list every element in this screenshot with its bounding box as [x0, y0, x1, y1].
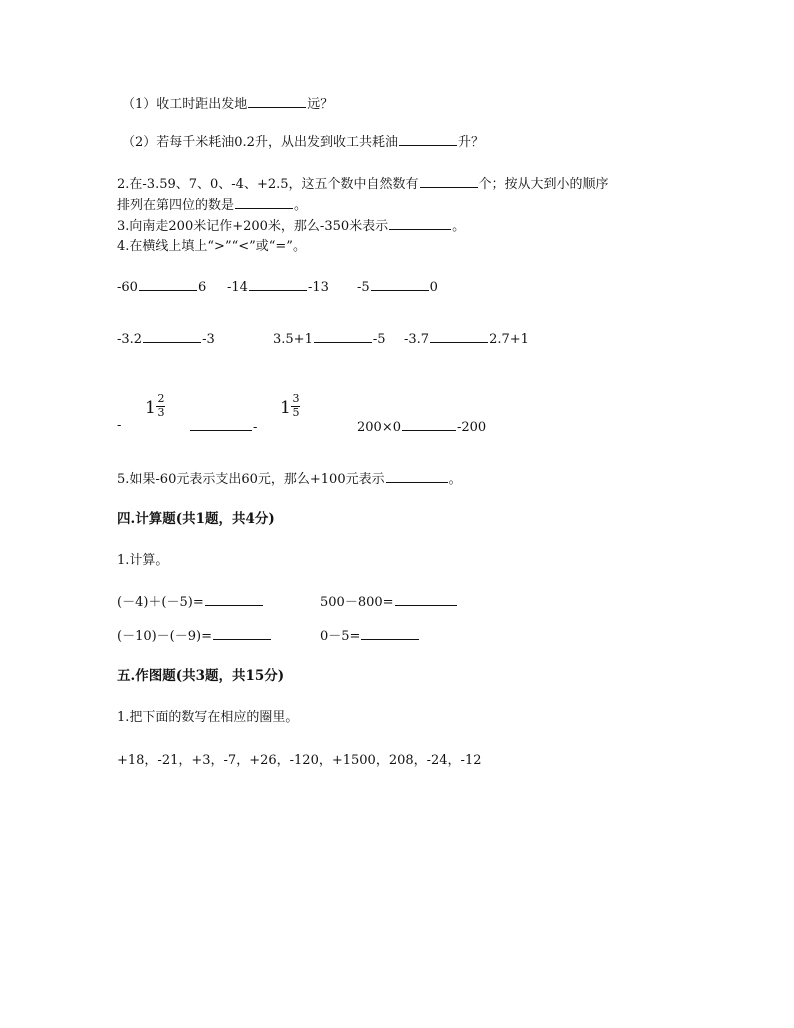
question-3	[117, 217, 465, 235]
operand: -3	[202, 332, 215, 347]
text: 2.在-3.59、7、0、-4、+2.5，这五个数中自然数有	[117, 177, 419, 192]
text: （2）若每千米耗油0.2升，从出发到收工共耗油	[122, 135, 398, 150]
operand: -200	[456, 420, 487, 435]
calc-item	[117, 627, 272, 645]
operand: 6	[197, 280, 207, 295]
answer-blank[interactable]	[248, 95, 306, 108]
section-heading: 四.计算题(共1题，共4分)	[117, 511, 275, 527]
number-list: +18，-21，+3，-7，+26，-120，+1500，208，-24，-12	[117, 753, 482, 768]
calc-intro: 1.计算。	[117, 553, 169, 568]
question-2-line-2	[117, 196, 307, 214]
answer-blank[interactable]	[371, 278, 429, 291]
question-4	[117, 239, 306, 255]
compare-item	[404, 330, 529, 348]
text: 远？	[307, 97, 334, 112]
compare-item	[273, 330, 386, 348]
question-1-part-1	[122, 95, 333, 113]
text: （1）收工时距出发地	[122, 97, 248, 112]
compare-item	[357, 418, 486, 436]
compare-item	[227, 278, 329, 296]
fraction-denominator: 5	[292, 406, 300, 419]
mixed-fraction	[280, 392, 304, 422]
text: 4.在横线上填上“>”“<”或“=”。	[117, 239, 306, 254]
text: 排列在第四位的数是	[117, 198, 235, 213]
expression: (－10)－(－9)=	[117, 629, 212, 644]
answer-blank[interactable]	[386, 470, 448, 483]
operand: 2.7+1	[489, 332, 529, 347]
fraction-numerator: 3	[292, 392, 300, 405]
mixed-fraction	[145, 392, 169, 422]
text: 3.向南走200米记作+200米，那么-350米表示	[117, 219, 389, 234]
question-1-part-2	[122, 133, 484, 151]
text: 。	[448, 472, 462, 487]
answer-blank[interactable]	[190, 418, 252, 431]
answer-blank[interactable]	[213, 627, 271, 640]
calc-item	[320, 627, 420, 645]
answer-blank[interactable]	[235, 196, 293, 209]
fraction-whole: 1	[280, 398, 291, 418]
operand: 200×0	[357, 420, 401, 435]
operand: -5	[357, 280, 370, 295]
fraction-denominator: 3	[157, 406, 165, 419]
question-5	[117, 470, 462, 488]
operand: -3.7	[404, 332, 430, 347]
answer-blank[interactable]	[420, 175, 478, 188]
draw-intro: 1.把下面的数写在相应的圈里。	[117, 710, 299, 725]
answer-blank[interactable]	[430, 330, 488, 343]
text: 。	[452, 219, 466, 234]
operand: -5	[372, 332, 386, 347]
text: 5.如果-60元表示支出60元，那么+100元表示	[117, 472, 385, 487]
answer-blank[interactable]	[361, 627, 419, 640]
operand: -14	[227, 280, 248, 295]
operand: -13	[307, 280, 329, 295]
question-2-line-1	[117, 175, 609, 193]
operand: -60	[117, 280, 138, 295]
answer-blank[interactable]	[249, 278, 307, 291]
text: 。	[294, 198, 308, 213]
answer-blank[interactable]	[139, 278, 197, 291]
answer-blank[interactable]	[143, 330, 201, 343]
fraction-whole: 1	[145, 398, 156, 418]
operand: 3.5+1	[273, 332, 313, 347]
compare-item	[117, 278, 206, 296]
answer-blank[interactable]	[389, 217, 451, 230]
fraction-numerator: 2	[157, 392, 165, 405]
operand: 0	[429, 280, 438, 295]
compare-item	[189, 418, 257, 436]
expression: 0－5=	[320, 629, 361, 644]
operand: -	[253, 420, 258, 435]
operand: -3.2	[117, 332, 143, 347]
calc-item	[117, 593, 264, 611]
answer-blank[interactable]	[205, 593, 263, 606]
expression: (－4)＋(－5)=	[117, 595, 204, 610]
answer-blank[interactable]	[399, 133, 457, 146]
answer-blank[interactable]	[314, 330, 372, 343]
compare-sign: -	[117, 418, 122, 433]
text: 升？	[457, 135, 484, 150]
answer-blank[interactable]	[402, 418, 456, 431]
section-heading: 五.作图题(共3题，共15分)	[117, 668, 285, 684]
expression: 500－800=	[320, 595, 394, 610]
answer-blank[interactable]	[395, 593, 457, 606]
calc-item	[320, 593, 458, 611]
compare-item	[117, 330, 215, 348]
compare-item	[357, 278, 438, 296]
text: 个；按从大到小的顺序	[478, 177, 609, 192]
